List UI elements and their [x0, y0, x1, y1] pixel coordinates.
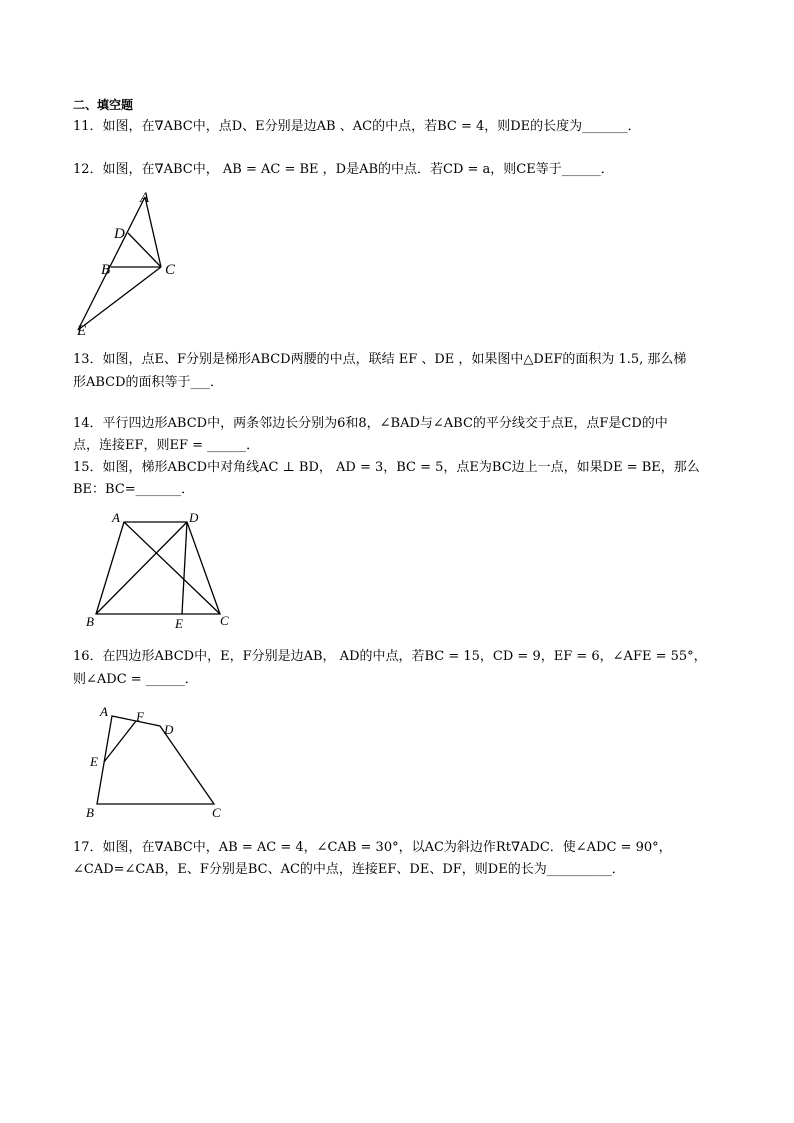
vertex-label-e: E — [175, 616, 183, 631]
diagonal-ac — [124, 522, 220, 614]
question-16-text-line-2: 则∠ADC = ______． — [73, 672, 198, 687]
vertex-label-d: D — [164, 722, 174, 737]
segment-ac — [145, 197, 161, 267]
vertex-label-c: C — [212, 805, 221, 820]
vertex-label-b: B — [86, 805, 94, 820]
question-15-text-line-2: BE：BC=_______． — [73, 482, 195, 497]
vertex-label-c: C — [220, 613, 229, 628]
question-12-figure — [70, 185, 200, 340]
question-11-text: 11．如图，在∇ABC中，点D、E分别是边AB 、AC的中点，若BC = 4，则DE的长度为_______． — [73, 119, 641, 134]
vertex-label-a: A — [140, 190, 150, 206]
question-16-text-line-1: 16．在四边形ABCD中，E，F分别是边AB， AD的中点，若BC = 15，CD = 9，EF = 6，∠AFE = 55°， — [73, 649, 707, 664]
question-17-text-line-1: 17．如图，在∇ABC中，AB = AC = 4，∠CAB = 30°，以AC为斜边作Rt∇ADC．使∠ADC = 90°， — [73, 840, 672, 855]
question-15-text-line-1: 15．如图，梯形ABCD中对角线AC ⊥ BD， AD = 3，BC = 5，点E为BC边上一点，如果DE = BE，那么 — [73, 460, 700, 475]
segment-de — [182, 522, 187, 614]
question-14-text-line-1: 14．平行四边形ABCD中，两条邻边长分别为6和8，∠BAD与∠ABC的平分线交于点E，点F是CD的中 — [73, 416, 668, 431]
question-12-text: 12．如图，在∇ABC中， AB = AC = BE ，D是AB的中点．若CD = a，则CE等于______． — [73, 162, 614, 177]
question-16-figure — [84, 700, 234, 825]
vertex-label-a: A — [100, 704, 108, 719]
vertex-label-d: D — [114, 226, 125, 242]
question-13-text-line-2: 形ABCD的面积等于___． — [73, 375, 224, 390]
question-13-text-line-1: 13．如图，点E、F分别是梯形ABCD两腰的中点，联结 EF 、DE ，如果图中△DEF的面积为 1.5, 那么梯 — [73, 352, 687, 367]
segment-ae — [78, 197, 145, 330]
vertex-label-b: B — [101, 262, 111, 278]
trapezoid-abcd — [96, 522, 220, 614]
vertex-label-e: E — [90, 754, 98, 769]
quadrilateral-abcd — [97, 716, 214, 804]
segment-ef — [104, 721, 136, 762]
vertex-label-a: A — [112, 510, 120, 525]
vertex-label-c: C — [165, 262, 176, 278]
vertex-label-f: F — [136, 709, 144, 724]
vertex-label-b: B — [86, 614, 94, 629]
section-heading: 二、填空题 — [73, 98, 134, 112]
question-15-figure — [80, 508, 240, 633]
question-17-text-line-2: ∠CAD=∠CAB，E、F分别是BC、AC的中点，连接EF、DE、DF，则DE的长为__________． — [73, 862, 625, 877]
segment-ec — [78, 267, 161, 330]
vertex-label-e: E — [77, 323, 87, 339]
question-14-text-line-2: 点，连接EF，则EF = ______． — [73, 438, 260, 453]
vertex-label-d: D — [189, 510, 199, 525]
segment-dc — [128, 233, 161, 267]
